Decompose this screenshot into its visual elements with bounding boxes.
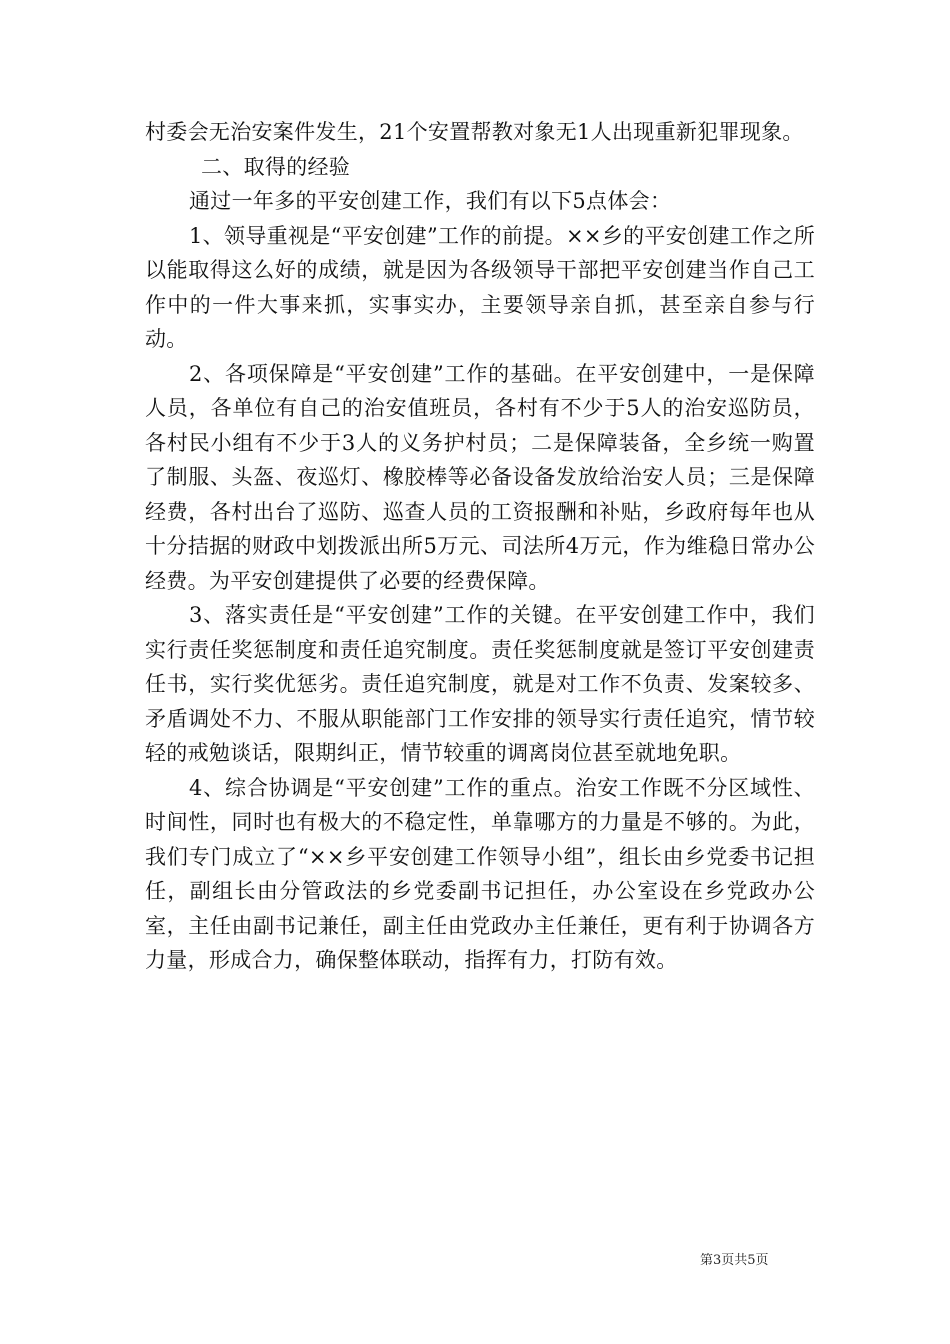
- paragraph-continuation: 村委会无治安案件发生，21个安置帮教对象无1人出现重新犯罪现象。: [145, 120, 804, 144]
- paragraph-point-2: 2、各项保障是“平安创建”工作的基础。在平安创建中，一是保障人员，各单位有自己的治安值班员，各村有不少于5人的治安巡防员，各村民小组有不少于3人的义务护村员；二是保障装备，全乡统一购置了制服、头盔、夜巡灯、橡胶棒等必备设备发放给治安人员；三是保障经费，各村出台了巡防、巡查人员的工资报酬和补贴，乡政府每年也从十分拮据的财政中划拨派出所5万元、司法所4万元，作为维稳日常办公经费。为平安创建提供了必要的经费保障。: [145, 361, 815, 593]
- document-body: [145, 115, 815, 978]
- page-number: 第3页共5页: [700, 1253, 769, 1268]
- paragraph-point-4: 4、综合协调是“平安创建”工作的重点。治安工作既不分区域性、时间性，同时也有极大的不稳定性，单靠哪方的力量是不够的。为此，我们专门成立了“××乡平安创建工作领导小组”，组长由乡党委书记担任，副组长由分管政法的乡党委副书记担任，办公室设在乡党政办公室，主任由副书记兼任，副主任由党政办主任兼任，更有利于协调各方力量，形成合力，确保整体联动，指挥有力，打防有效。: [145, 775, 815, 972]
- section-heading: 二、取得的经验: [201, 154, 351, 179]
- paragraph-point-1: 1、领导重视是“平安创建”工作的前提。××乡的平安创建工作之所以能取得这么好的成绩，就是因为各级领导干部把平安创建当作自己工作中的一件大事来抓，实事实办，主要领导亲自抓，甚至亲自参与行动。: [145, 223, 815, 351]
- paragraph-point-3: 3、落实责任是“平安创建”工作的关键。在平安创建工作中，我们实行责任奖惩制度和责任追究制度。责任奖惩制度就是签订平安创建责任书，实行奖优惩劣。责任追究制度，就是对工作不负责、发案较多、矛盾调处不力、不服从职能部门工作安排的领导实行责任追究，情节较轻的戒勉谈话，限期纠正，情节较重的调离岗位甚至就地免职。: [145, 603, 815, 765]
- paragraph-intro: 通过一年多的平安创建工作，我们有以下5点体会：: [189, 189, 672, 213]
